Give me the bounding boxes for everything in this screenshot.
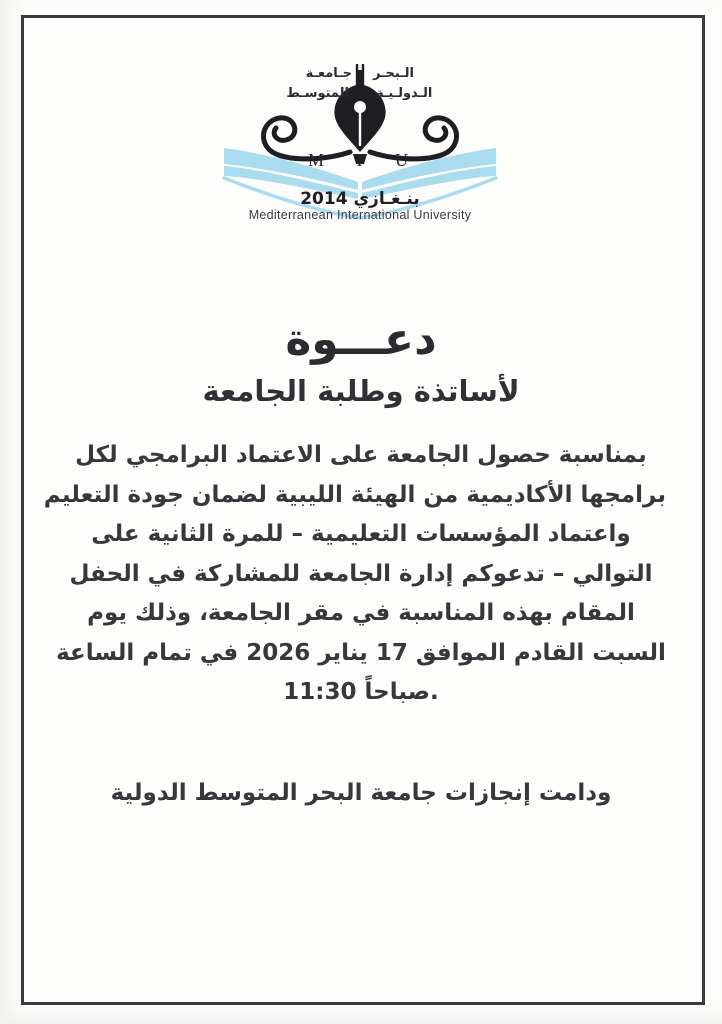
logo-arabic-name-word-albahr: الـبحـر [373,66,414,81]
logo-arabic-name-word-aldawlia: الـدولـيـة [376,86,433,101]
invitation-title: دعـــوة [285,314,437,365]
body-line: المقام بهذه المناسبة في مقر الجامعة، وذلك يوم [87,600,635,626]
logo-arabic-name-word-almutawasit: المتوسـط [286,86,349,101]
logo-monogram: M I U [308,150,422,170]
body-line: بمناسبة حصول الجامعة على الاعتماد البرامجي لكل [75,442,647,468]
university-logo [220,62,500,226]
logo-arabic-name-word-jamiat: جـامعـة [305,66,352,81]
body-line: السبت القادم الموافق 17 يناير 2026 في تمام الساعة [56,639,666,666]
logo-english-name: Mediterranean International University [248,208,472,222]
closing-wish-line: ودامت إنجازات جامعة البحر المتوسط الدولية [110,780,612,806]
body-line: التوالي – تدعوكم إدارة الجامعة للمشاركة في الحفل [69,560,653,587]
body-line-time: 11:30 صباحاً. [283,679,439,705]
body-line: واعتماد المؤسسات التعليمية – للمرة الثانية على [91,521,631,547]
logo-city-year: بنـغـازي 2014 [300,189,420,209]
invitation-subtitle: لأساتذة وطلبة الجامعة [202,374,520,408]
body-line: برامجها الأكاديمية من الهيئة الليبية لضمان جودة التعليم [43,481,666,508]
invitation-body [43,436,666,713]
